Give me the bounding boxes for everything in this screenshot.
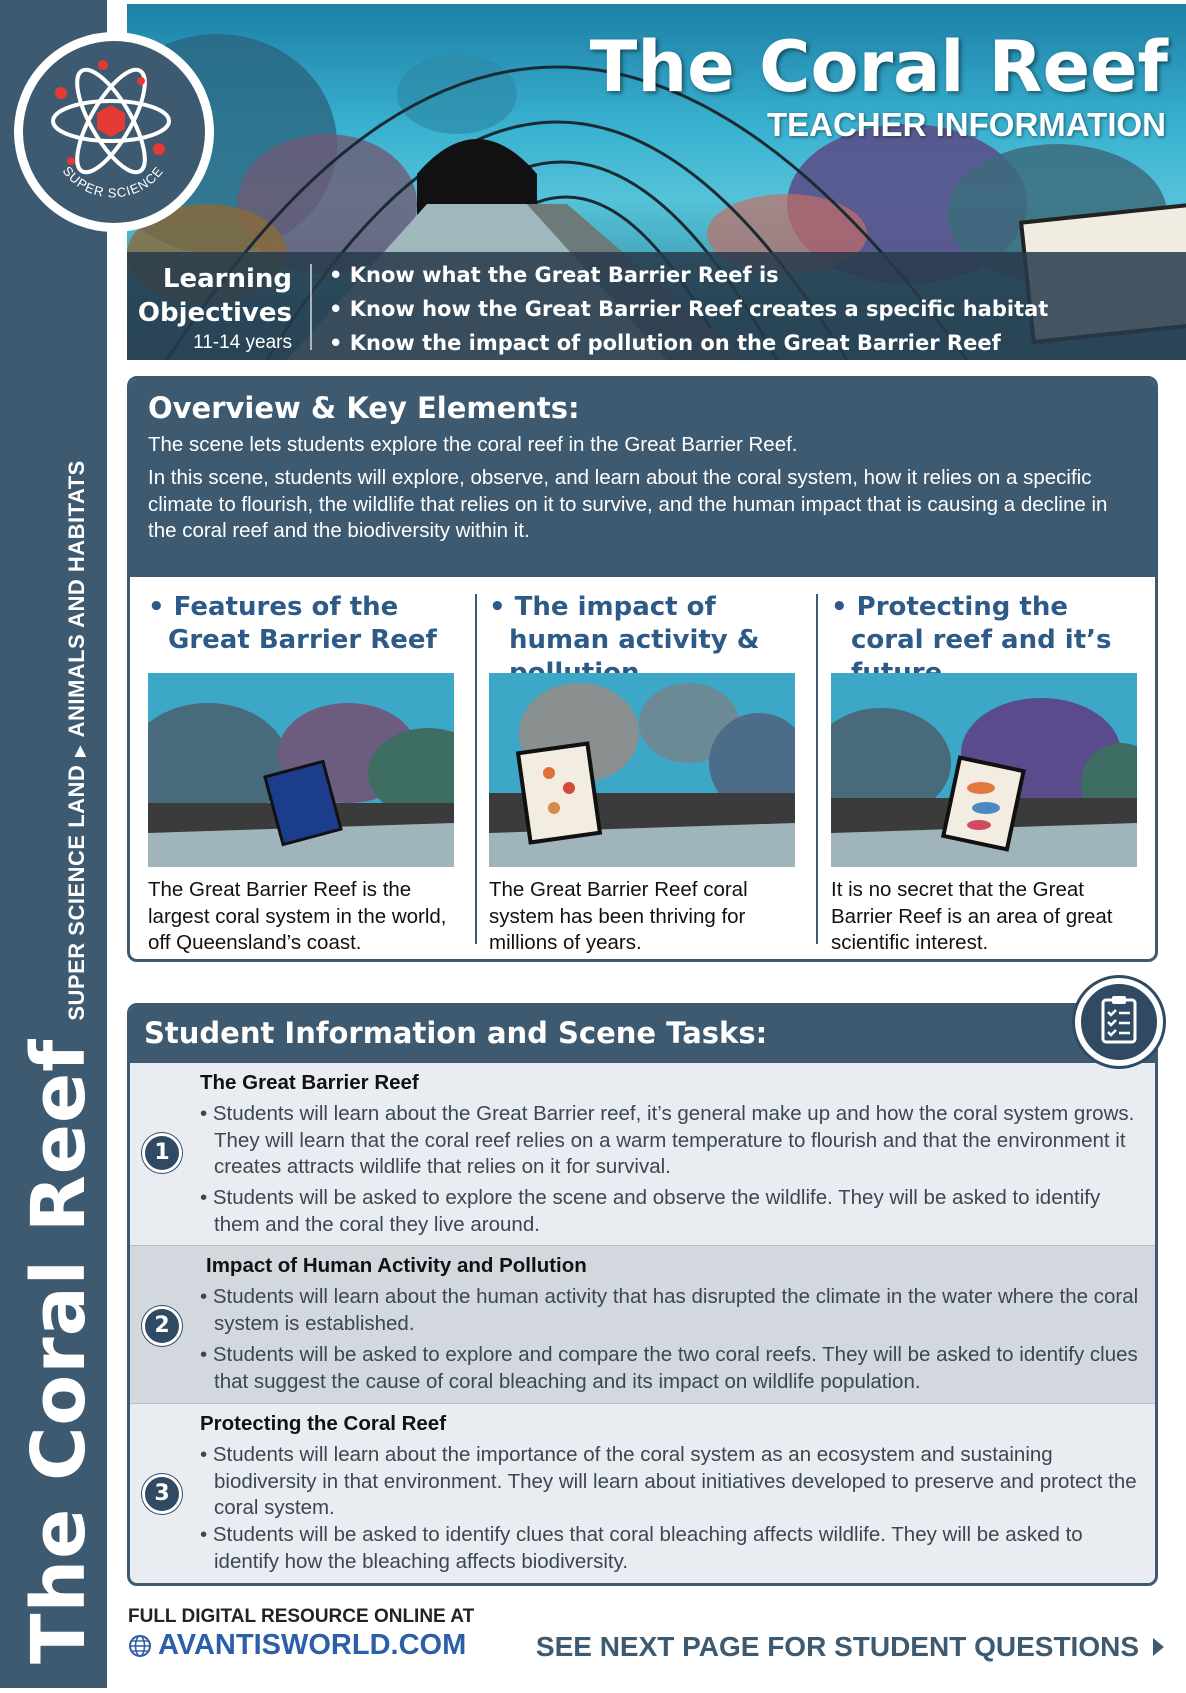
hero-subtitle: TEACHER INFORMATION (766, 106, 1166, 143)
footer-label: FULL DIGITAL RESOURCE ONLINE AT (128, 1606, 475, 1627)
feature-column (489, 591, 799, 957)
atom-icon (23, 41, 205, 223)
footer-url-text: AVANTISWORLD.COM (158, 1629, 467, 1661)
learning-objectives-band (127, 252, 1186, 360)
feature-title: • Features of the Great Barrier Reef (148, 591, 458, 663)
task-item (130, 1404, 1155, 1586)
overview-panel (127, 376, 1158, 962)
sidebar-breadcrumb (64, 460, 90, 1020)
task-bullet: • Students will be asked to explore the scene and observe the wildlife. They will be asked to identify them and the coral they live around. (200, 1185, 1145, 1238)
task-item (130, 1063, 1155, 1246)
objective-item: • Know what the Great Barrier Reef is (329, 258, 1048, 292)
overview-title: Overview & Key Elements: (148, 391, 580, 425)
task-bullet: • Students will learn about the human activity that has disrupted the climate in the water where the coral system is established. (200, 1284, 1145, 1337)
task-bullet: • Students will learn about the importance of the coral system as an ecosystem and sustaining biodiversity in that environment. They will learn about initiatives developed to preserve and protect the coral system. (200, 1442, 1145, 1522)
feature-title: • Protecting the coral reef and it’s (831, 591, 1141, 663)
task-item (130, 1246, 1155, 1404)
sidebar-vertical-text (16, 460, 102, 1664)
sidebar-title: The Coral Reef (16, 1038, 102, 1664)
task-title: Protecting the Coral Reef (200, 1412, 447, 1435)
feature-divider (816, 594, 818, 944)
sidebar-section: ANIMALS AND HABITATS (64, 460, 89, 738)
task-bullet: • Students will learn about the Great Barrier reef, it’s general make up and how the coral system grows. They will learn that the coral reef relies on a warm temperature to flourish and that the environment it creates attracts wildlife that relies on it for survival. (200, 1101, 1145, 1181)
super-science-logo (14, 32, 214, 232)
objectives-label-line1: Learning (162, 264, 292, 294)
hero-banner (127, 4, 1186, 360)
task-number-badge: 2 (142, 1306, 182, 1346)
feature-image-pollution (489, 673, 795, 867)
feature-text: The Great Barrier Reef coral system has been thriving for millions of years. (489, 878, 748, 954)
age-range: 11-14 years (193, 332, 292, 353)
task-number-badge: 1 (142, 1133, 182, 1173)
tasks-panel (127, 1003, 1158, 1586)
objective-item: • Know the impact of pollution on the Great Barrier Reef (329, 326, 1048, 360)
sidebar (0, 0, 107, 1688)
learning-objectives-label (127, 262, 292, 330)
sidebar-land: SUPER SCIENCE LAND (64, 764, 89, 1021)
objectives-label-line2: Objectives (137, 298, 292, 328)
hero-title: The Coral Reef (589, 26, 1168, 108)
feature-column (148, 591, 458, 957)
next-page-text: SEE NEXT PAGE FOR STUDENT QUESTIONS (535, 1631, 1139, 1662)
next-page-link[interactable] (536, 1631, 1164, 1663)
feature-text: The Great Barrier Reef is the largest coral system in the world, off Queensland’s coast. (148, 878, 447, 954)
task-bullet: • Students will be asked to explore and compare the two coral reefs. They will be asked to identify clues that suggest the cause of coral bleaching and its impact on wildlife population. (200, 1342, 1145, 1395)
feature-image-protection (831, 673, 1137, 867)
task-number-badge: 3 (142, 1474, 182, 1514)
arrow-right-icon (1153, 1638, 1164, 1656)
chevron-right-icon: ▶ (71, 745, 87, 757)
overview-intro: The scene lets students explore the coral reef in the Great Barrier Reef. (148, 433, 798, 456)
overview-header (130, 379, 1155, 577)
feature-text: It is no secret that the Great Barrier Reef is an area of great scientific interest. (831, 878, 1113, 954)
clipboard-checklist-icon (1075, 978, 1163, 1066)
svg-text:SUPER SCIENCE: SUPER SCIENCE (59, 163, 167, 201)
objectives-divider (310, 264, 312, 350)
footer-website-link[interactable] (128, 1629, 466, 1662)
task-title: Impact of Human Activity and Pollution (206, 1254, 587, 1277)
objective-item: • Know how the Great Barrier Reef creates a specific habitat (329, 292, 1048, 326)
feature-image-reef (148, 673, 454, 867)
objectives-list (329, 258, 1048, 360)
globe-icon (128, 1634, 152, 1658)
feature-divider (475, 594, 477, 944)
feature-title: • The impact of human activity & (489, 591, 799, 663)
overview-body: In this scene, students will explore, observe, and learn about the coral system, how it relies on a specific climate to flourish, the wildlife that relies on it to survive, and the human impact that is causing a decline in the coral reef and the biodiversity within it. (148, 466, 1108, 542)
feature-column (831, 591, 1141, 957)
task-title: The Great Barrier Reef (200, 1071, 419, 1094)
task-bullet: • Students will be asked to identify clues that coral bleaching affects wildlife. They will be asked to identify how the bleaching affects biodiversity. (200, 1522, 1145, 1575)
tasks-title: Student Information and Scene Tasks: (144, 1016, 768, 1050)
tasks-header (130, 1006, 1155, 1063)
